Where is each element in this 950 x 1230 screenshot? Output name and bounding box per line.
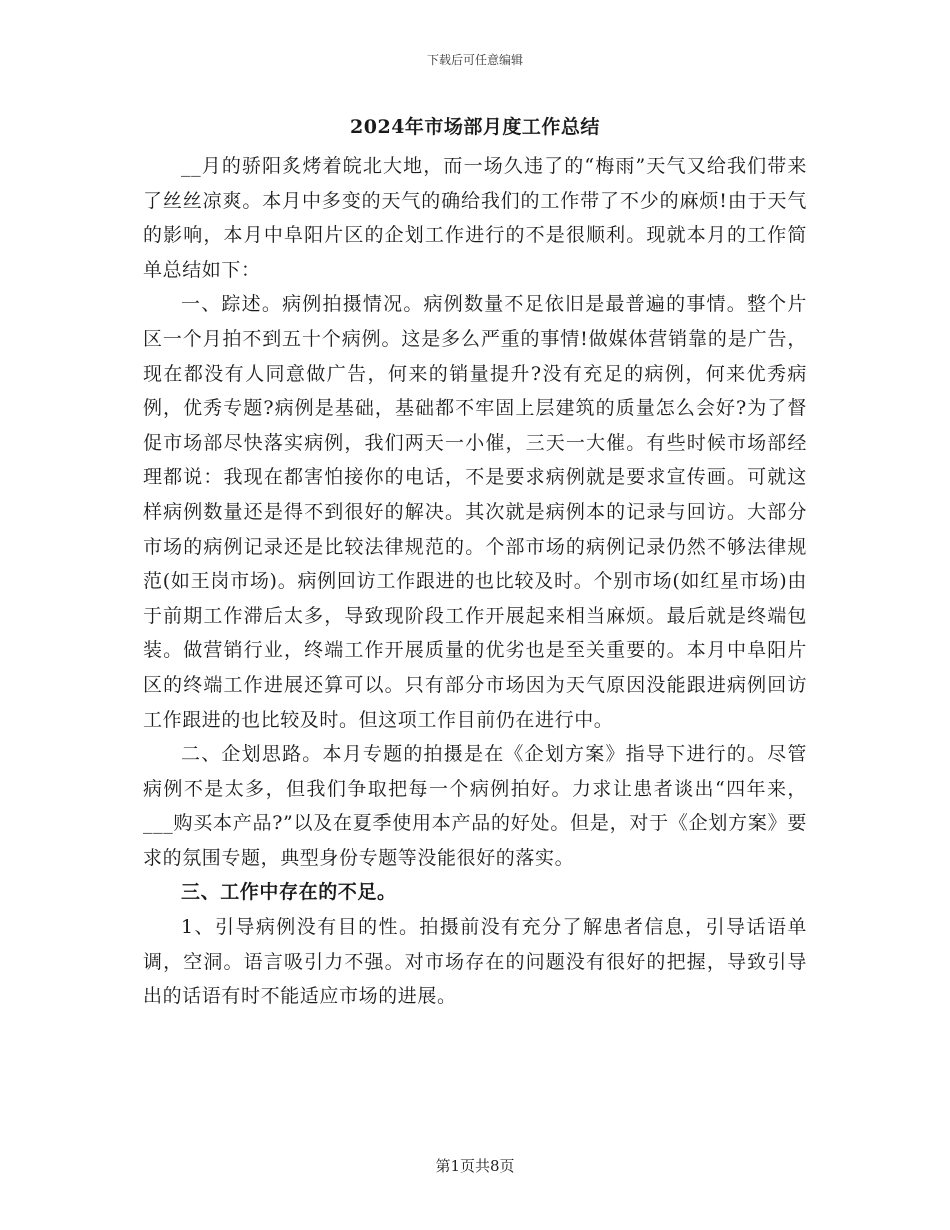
document-body: [143, 149, 807, 1014]
paragraph-section-2: 二、企划思路。本月专题的拍摄是在《企划方案》指导下进行的。尽管病例不是太多，但我们争取把每一个病例拍好。力求让患者谈出“四年来，___购买本产品?”以及在夏季使用本产品的好处。但是，对于《企划方案》要求的氛围专题，典型身份专题等没能很好的落实。: [143, 743, 807, 869]
page-number: 第1页共8页: [435, 1157, 515, 1175]
paragraph-intro: __月的骄阳炙烤着皖北大地，而一场久违了的“梅雨”天气又给我们带来了丝丝凉爽。本月中多变的天气的确给我们的工作带了不少的麻烦!由于天气的影响，本月中阜阳片区的企划工作进行的不是很顺利。现就本月的工作简单总结如下：: [143, 155, 807, 281]
paragraph-section-1: 一、踪述。病例拍摄情况。病例数量不足依旧是最普遍的事情。整个片区一个月拍不到五十个病例。这是多么严重的事情!做媒体营销靠的是广告，现在都没有人同意做广告，何来的销量提升?没有充足的病例，何来优秀病例，优秀专题?病例是基础，基础都不牢固上层建筑的质量怎么会好?为了督促市场部尽快落实病例，我们两天一小催，三天一大催。有些时候市场部经理都说：我现在都害怕接你的电话，不是要求病例就是要求宣传画。可就这样病例数量还是得不到很好的解决。其次就是病例本的记录与回访。大部分市场的病例记录还是比较法律规范的。个部市场的病例记录仍然不够法律规范(如王岗市场)。病例回访工作跟进的也比较及时。个别市场(如红星市场)由于前期工作滞后太多，导致现阶段工作开展起来相当麻烦。最后就是终端包装。做营销行业，终端工作开展质量的优劣也是至关重要的。本月中阜阳片区的终端工作进展还算可以。只有部分市场因为天气原因没能跟进病例回访工作跟进的也比较及时。但这项工作目前仍在进行中。: [143, 293, 807, 731]
paragraph-item-1: 1、引导病例没有目的性。拍摄前没有充分了解患者信息，引导话语单调，空洞。语言吸引力不强。对市场存在的问题没有很好的把握，导致引导出的话语有时不能适应市场的进展。: [143, 916, 807, 1008]
section-heading-3: 三、工作中存在的不足。: [181, 881, 397, 904]
document-title: 2024年市场部月度工作总结: [350, 116, 600, 138]
header-note: 下载后可任意编辑: [426, 53, 523, 67]
